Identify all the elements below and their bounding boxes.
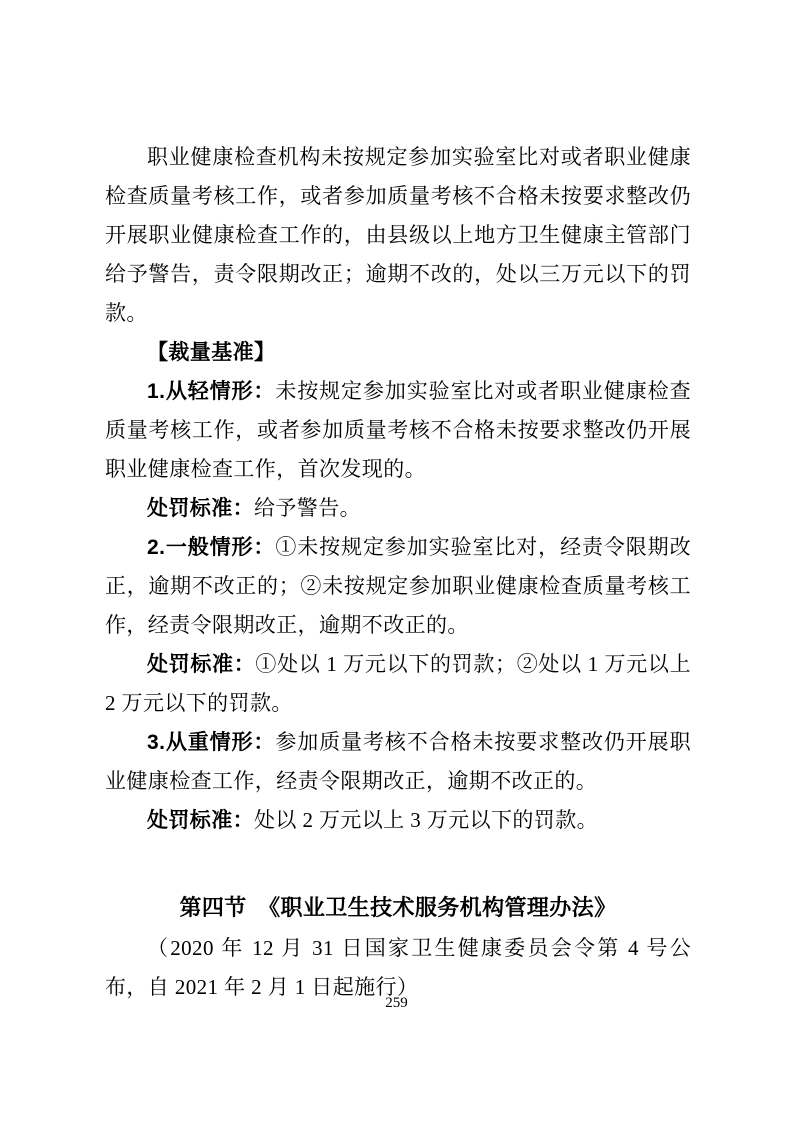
chapter-heading-section-4: 第四节 《职业卫生技术服务机构管理办法》 — [179, 895, 617, 920]
item-text: 给予警告。 — [254, 496, 361, 520]
item-lead: 3.从重情形： — [147, 731, 276, 754]
item-general-circumstance — [105, 528, 691, 645]
item-penalty-standard-1 — [105, 489, 691, 528]
item-lead: 2.一般情形： — [147, 536, 276, 559]
item-text: ①未按规定参加实验室比对，经责令限期改正，逾期不改正的；②未按规定参加职业健康检查质量考核工作，经责令限期改正，逾期不改正的。 — [105, 535, 691, 637]
item-text: 未按规定参加实验室比对或者职业健康检查质量考核工作，或者参加质量考核不合格未按要求整改仍开展职业健康检查工作，首次发现的。 — [105, 379, 691, 481]
item-text: 参加质量考核不合格未按要求整改仍开展职业健康检查工作，经责令限期改正，逾期不改正的。 — [105, 730, 691, 793]
item-lead: 1.从轻情形： — [147, 380, 276, 403]
page-content — [105, 138, 691, 1007]
item-lead: 处罚标准： — [147, 497, 254, 520]
item-lead: 处罚标准： — [147, 809, 254, 832]
item-severe-circumstance — [105, 723, 691, 801]
item-lenient-circumstance — [105, 372, 691, 489]
item-lead: 处罚标准： — [147, 653, 256, 676]
section-header-discretion-basis: 【裁量基准】 — [147, 341, 276, 364]
chapter-promulgation-note: （2020 年 12 月 31 日国家卫生健康委员会令第 4 号公布，自 2021 年 2 月 1 日起施行） — [105, 936, 691, 999]
paragraph-intro: 职业健康检查机构未按规定参加实验室比对或者职业健康检查质量考核工作，或者参加质量考核不合格未按要求整改仍开展职业健康检查工作的，由县级以上地方卫生健康主管部门给予警告，责令限期改正；逾期不改的，处以三万元以下的罚款。 — [105, 145, 691, 325]
item-penalty-standard-2 — [105, 645, 691, 723]
item-text: 处以 2 万元以上 3 万元以下的罚款。 — [254, 808, 598, 832]
page-number: 259 — [385, 995, 408, 1011]
item-text: ①处以 1 万元以下的罚款；②处以 1 万元以上 2 万元以下的罚款。 — [105, 652, 691, 715]
item-penalty-standard-3 — [105, 801, 691, 840]
